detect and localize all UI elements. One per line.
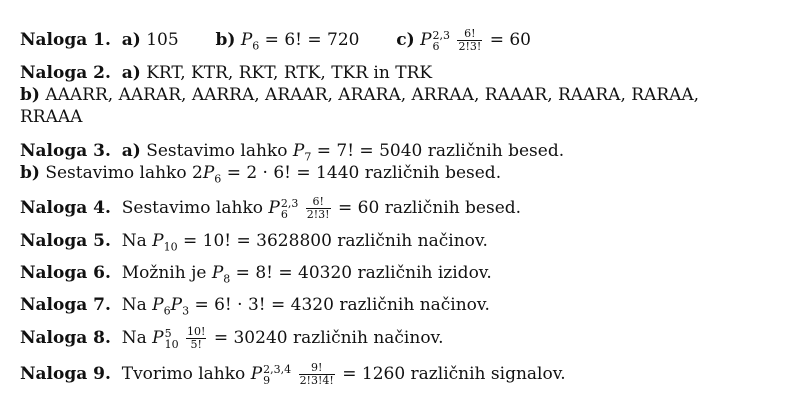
task-label: Naloga 9. xyxy=(20,364,111,384)
task-2: Naloga 2. a) KRT, KTR, RKT, RTK, TKR in TRK xyxy=(20,63,433,83)
task-3: Naloga 3. a) Sestavimo lahko $P_7 = 7$! = 5040 različnih besed. xyxy=(20,141,565,164)
fraction: $\frac{6!}{2!3!}$ xyxy=(306,195,330,221)
task-2-b-cont: RRAAA xyxy=(20,107,83,127)
fraction: $\frac{10!}{5!}$ xyxy=(187,325,206,351)
fraction: $\frac{6!}{2!3!}$ xyxy=(458,27,482,53)
task-2-b: b) AAARR, AARAR, AARRA, ARAAR, ARARA, ARRAA, RAAAR, RAARA, RARAA, xyxy=(20,85,700,105)
task-label: Naloga 6. xyxy=(20,263,111,283)
task-6: Naloga 6. Možnih je $P_8 = 8$! = 40320 različnih izidov. xyxy=(20,263,492,286)
task-label: Naloga 2. xyxy=(20,63,111,83)
task-4: Naloga 4. Sestavimo lahko P 2,3 6 $\frac{6!}{2!3!}$ = 60 različnih besed. xyxy=(20,195,522,221)
task-label: Naloga 8. xyxy=(20,328,111,348)
task-7: Naloga 7. Na $P_6P_3 = 6$! · 3! = 4320 različnih načinov. xyxy=(20,295,490,318)
task-label: Naloga 3. xyxy=(20,141,111,161)
task-9: Naloga 9. Tvorimo lahko P 2,3,4 9 $\frac{9!}{2!3!4!}$ = 1260 različnih signalov. xyxy=(20,361,566,387)
task-8: Naloga 8. Na P 5 10 $\frac{10!}{5!}$ = 30240 različnih načinov. xyxy=(20,325,444,351)
task-label: Naloga 4. xyxy=(20,198,111,218)
task-3-b: b) Sestavimo lahko $2P_6 = 2 \cdot 6$! = 1440 različnih besed. xyxy=(20,163,502,186)
task-label: Naloga 7. xyxy=(20,295,111,315)
task-5: Naloga 5. Na $P_{10} = 10$! = 3628800 različnih načinov. xyxy=(20,231,488,254)
task-label: Naloga 5. xyxy=(20,231,111,251)
task-label: Naloga 1. xyxy=(20,30,111,50)
task-1: Naloga 1. a) 105 b) $P_6 = 6$! = 720 c) P 2,3 6 $\frac{6!}{2!3!}$ = 60 xyxy=(20,27,531,53)
fraction: $\frac{9!}{2!3!4!}$ xyxy=(299,361,334,387)
